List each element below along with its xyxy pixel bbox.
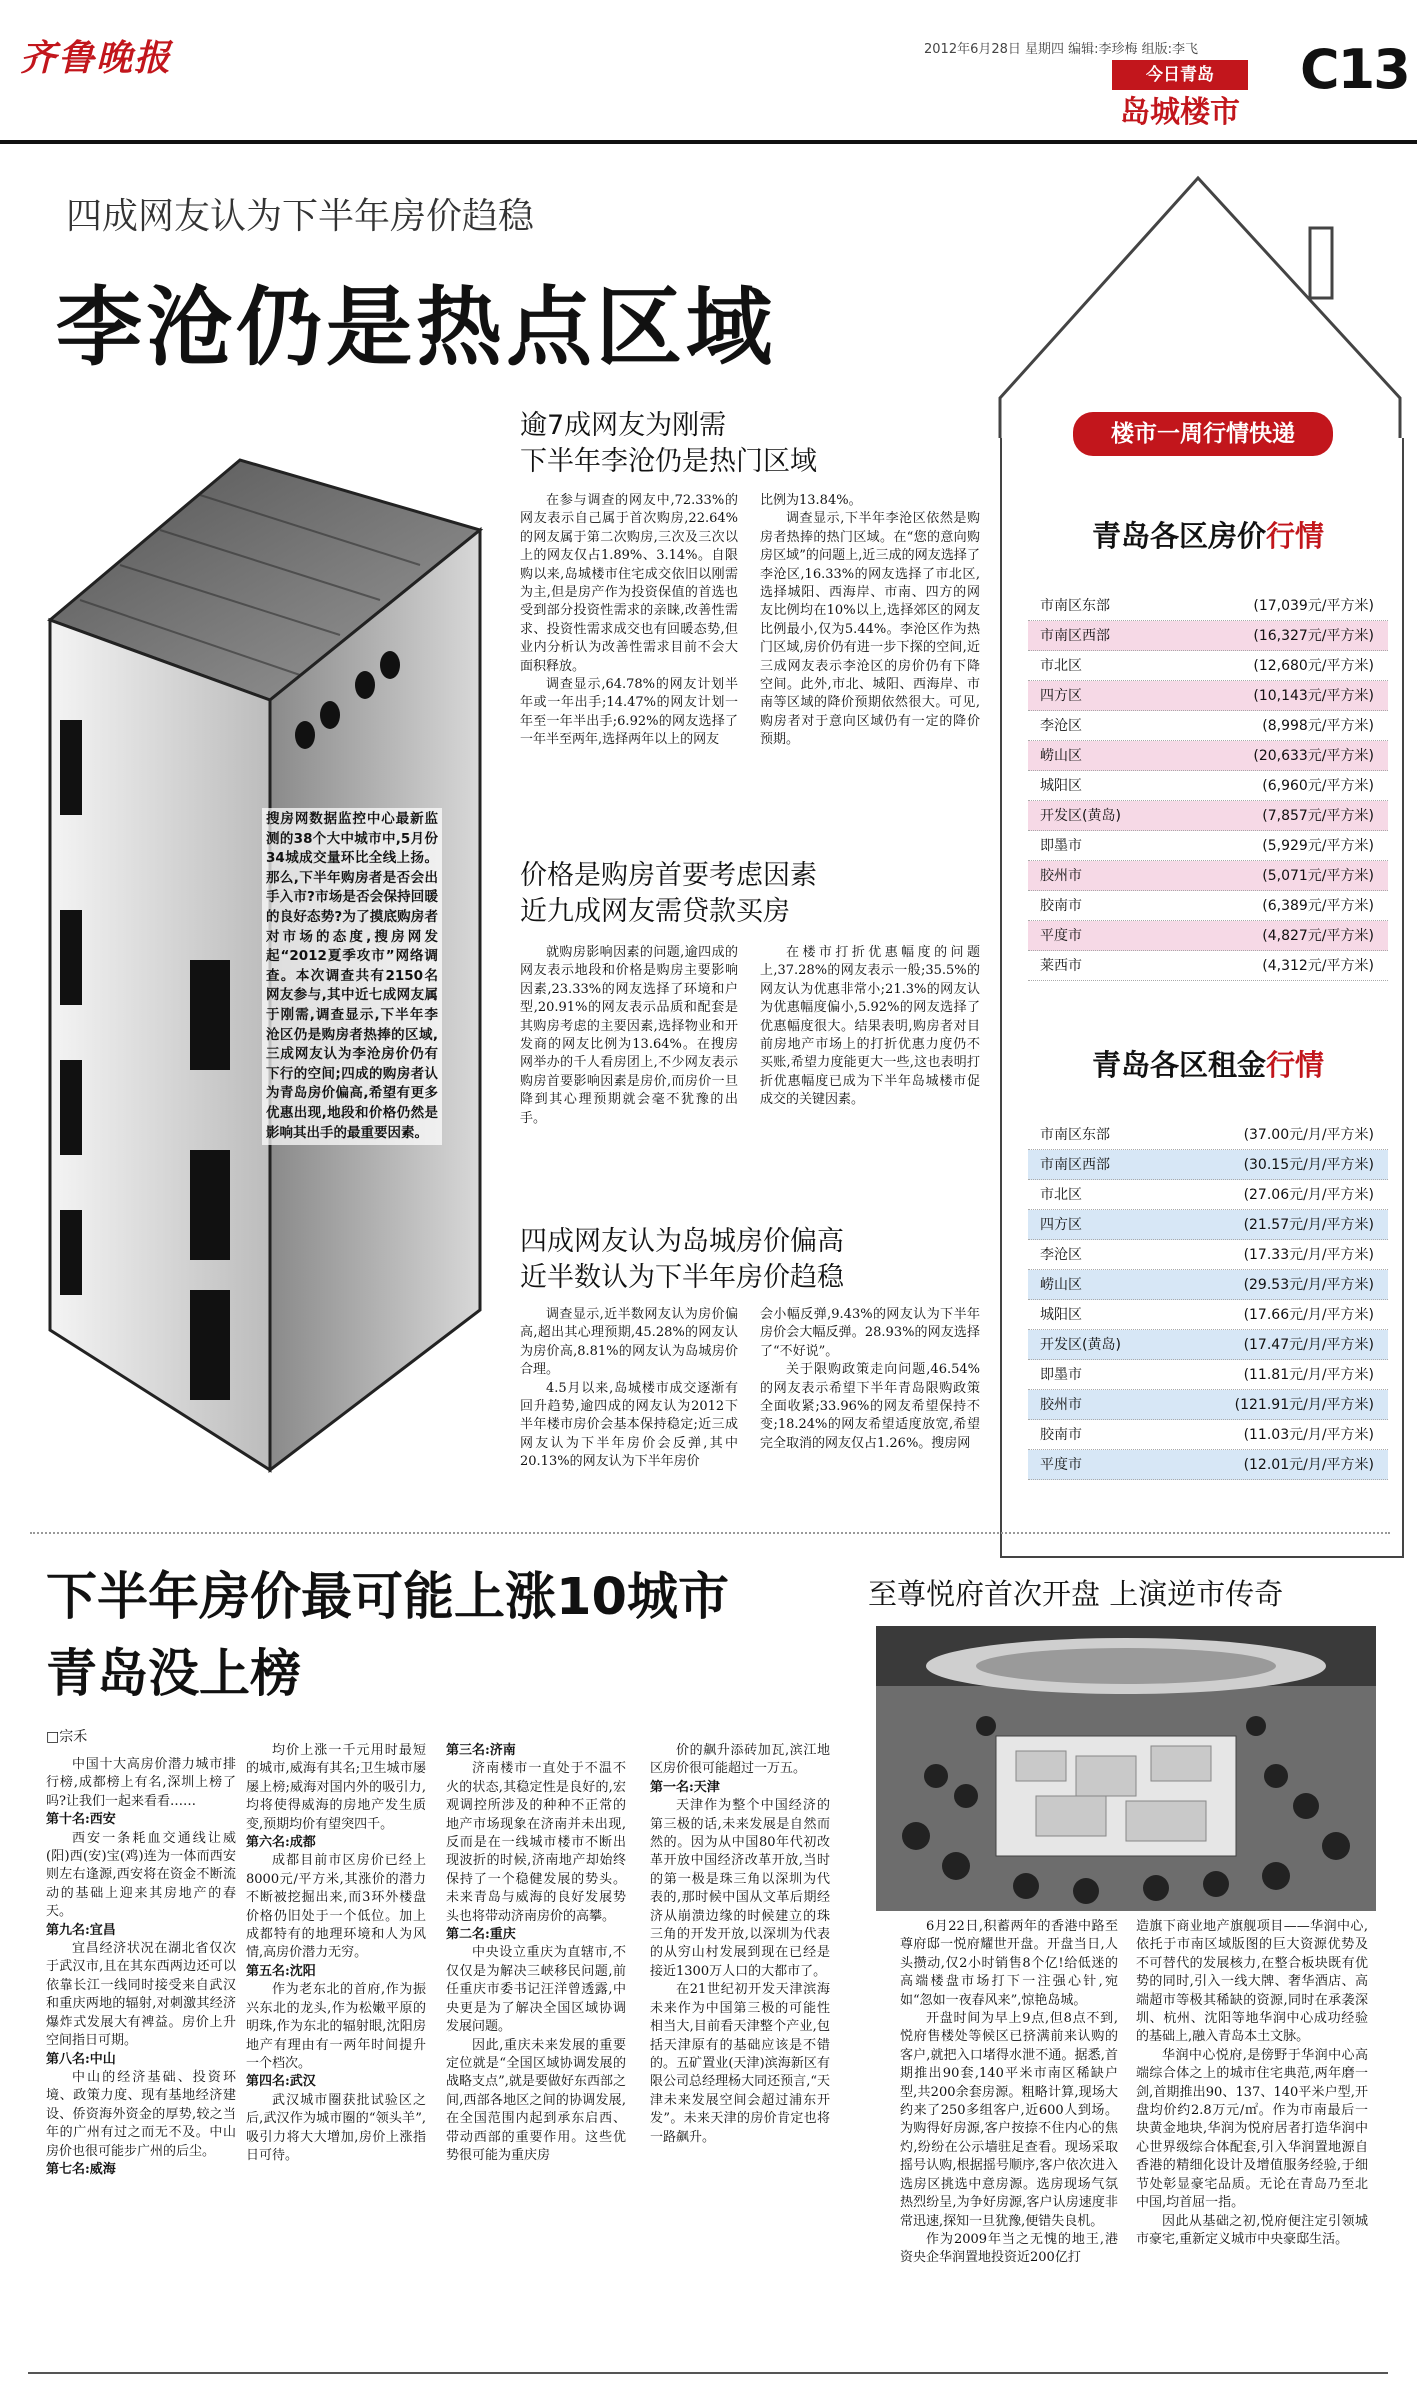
district-value: (6,389元/平方米) bbox=[1262, 898, 1374, 914]
column-name: 岛城楼市 bbox=[1120, 95, 1240, 130]
table-row bbox=[1028, 1240, 1388, 1270]
title-text: 青岛各区房价 bbox=[1091, 519, 1266, 553]
paragraph: 比例为13.84%。 bbox=[760, 493, 862, 508]
table-row bbox=[1028, 1210, 1388, 1240]
subhead-line: 下半年李沧仍是热门区域 bbox=[520, 446, 817, 477]
story3-column bbox=[1136, 1918, 1368, 2249]
table-row bbox=[1028, 1420, 1388, 1450]
story2-headline-line2: 青岛没上榜 bbox=[46, 1645, 302, 1704]
section-badge: 今日青岛 bbox=[1112, 60, 1248, 90]
paragraph: 开盘时间为早上9点,但8点不到,悦府售楼处等候区已挤满前来认购的客户,就把入口堵得水泄不通。据悉,首期推出90套,140平米市南区稀缺户型,共200余套房源。粗略计算,现场大约来了250多组客户,近600人到场。为购得好房源,客户按捺不住内心的焦灼,纷纷在公示墙驻足查看。现场采取摇号认购,根据摇号顺序,客户依次进入选房区挑选中意房源。选房现场气氛热烈纷呈,为争好房源,客户认房速度非常迅速,探知一旦犹豫,便错失良机。 bbox=[900, 2011, 1118, 2229]
paragraph: 价的飙升添砖加瓦,滨江地区房价很可能超过一万五。 bbox=[650, 1743, 830, 1777]
district-name: 莱西市 bbox=[1040, 958, 1082, 974]
paragraph: 作为2009年当之无愧的地王,港资央企华润置地投资近200亿打 bbox=[900, 2231, 1118, 2266]
bottom-rule bbox=[28, 2372, 1388, 2374]
district-value: (8,998元/平方米) bbox=[1262, 718, 1374, 734]
district-name: 四方区 bbox=[1040, 1217, 1082, 1233]
paragraph: 作为老东北的首府,作为振兴东北的龙头,作为松嫩平原的明珠,作为东北的辐射眼,沈阳房地产有理由有一两年时间提升一个档次。 bbox=[246, 1982, 426, 2071]
story1-column bbox=[520, 1306, 738, 1472]
table-row bbox=[1028, 861, 1388, 891]
district-value: (17.33元/月/平方米) bbox=[1243, 1247, 1374, 1263]
rank-heading: 第四名:武汉 bbox=[246, 2074, 316, 2090]
subhead-line: 近半数认为下半年房价趋稳 bbox=[520, 1262, 844, 1293]
story1-subhead-2 bbox=[520, 858, 920, 930]
table-row bbox=[1028, 711, 1388, 741]
paragraph: 西安一条耗血交通线让威(阳)西(安)宝(鸡)连为一体而西安则左右逢源,西安将在资金不断流动的基础上迎来其房地产的春天。 bbox=[46, 1830, 236, 1920]
market-sidebar bbox=[1028, 470, 1388, 1480]
district-name: 开发区(黄岛) bbox=[1040, 808, 1121, 824]
table-row bbox=[1028, 741, 1388, 771]
rank-heading: 第六名:成都 bbox=[246, 1835, 316, 1851]
district-value: (20,633元/平方米) bbox=[1253, 748, 1374, 764]
paragraph: 济南楼市一直处于不温不火的状态,其稳定性是良好的,宏观调控所涉及的种种不正常的地产市场现象在济南并未出现,反而是在一线城市楼市不断出现波折的时候,济南地产却始终保持了一个稳健发展的势头。未来青岛与威海的良好发展势头也将带动济南房价的高攀。 bbox=[446, 1761, 626, 1924]
district-value: (10,143元/平方米) bbox=[1253, 688, 1374, 704]
district-name: 市南区东部 bbox=[1040, 1127, 1110, 1143]
district-name: 城阳区 bbox=[1040, 778, 1082, 794]
paragraph: 调查显示,下半年李沧区依然是购房者热捧的热门区域。在“您的意向购房区域”的问题上,近三成的网友选择了李沧区,16.33%的网友选择了市北区,选择城阳、西海岸、市南、四方的网友比例均在10%以上,选择郊区的网友比例最小,仅为5.44%。李沧区作为热门区域,房价仍有进一步下探的空间,近三成网友表示李沧区的房价仍有下降空间。此外,市北、城阳、西海岸、市南等区域的降价预期依然很大。可见,购房者对于意向区域仍有一定的降价预期。 bbox=[760, 511, 980, 748]
subhead-line: 近九成网友需贷款买房 bbox=[520, 896, 790, 927]
paragraph: 宜昌经济状况在湖北省仅次于武汉市,且在其东西两边还可以依靠长江一线同时接受来自武汉和重庆两地的辐射,对刺激其经济爆炸式发展大有裨益。房价上升空间指日可期。 bbox=[46, 1941, 236, 2049]
table-row bbox=[1028, 891, 1388, 921]
title-accent: 行情 bbox=[1266, 519, 1325, 553]
story1-column bbox=[760, 492, 980, 750]
rank-heading: 第一名:天津 bbox=[650, 1779, 720, 1795]
story2-headline: 下半年房价最可能上涨10城市 bbox=[46, 1568, 729, 1627]
table-row bbox=[1028, 681, 1388, 711]
title-text: 青岛各区租金 bbox=[1091, 1048, 1266, 1082]
district-value: (29.53元/月/平方米) bbox=[1243, 1277, 1374, 1293]
district-value: (4,312元/平方米) bbox=[1262, 958, 1374, 974]
district-name: 市南区西部 bbox=[1040, 628, 1110, 644]
paragraph: 6月22日,积蓄两年的香港中路至尊府邸一悦府耀世开盘。开盘当日,人头攒动,仅2小时销售8个亿!给低迷的高端楼盘市场打下一注强心针,宛如“忽如一夜春风来”,惊艳岛城。 bbox=[900, 1919, 1118, 2008]
story1-subhead-1 bbox=[520, 408, 920, 480]
district-name: 市北区 bbox=[1040, 658, 1082, 674]
paragraph: 中山的经济基础、投资环境、政策力度、现有基地经济建设、侨资海外资金的厚势,较之当年的广州有过之而无不及。中山房价也很可能步广州的后尘。 bbox=[46, 2069, 236, 2159]
table-row bbox=[1028, 1450, 1388, 1480]
table-row bbox=[1028, 621, 1388, 651]
paragraph: 4.5月以来,岛城楼市成交逐渐有回升趋势,逾四成的网友认为2012下半年楼市房价会基本保持稳定;近三成网友认为下半年房价会反弹,其中20.13%的网友认为下半年房价 bbox=[520, 1380, 738, 1470]
story1-column bbox=[520, 944, 738, 1128]
rank-heading: 第二名:重庆 bbox=[446, 1927, 516, 1943]
paragraph: 调查显示,64.78%的网友计划半年或一年出手;14.47%的网友计划一年至一年半出手;6.92%的网友选择了一年半至两年,选择两年以上的网友 bbox=[520, 677, 738, 748]
district-value: (17.66元/月/平方米) bbox=[1243, 1307, 1374, 1323]
table-row bbox=[1028, 591, 1388, 621]
table-row bbox=[1028, 831, 1388, 861]
table-row bbox=[1028, 1150, 1388, 1180]
district-value: (6,960元/平方米) bbox=[1262, 778, 1374, 794]
district-value: (17,039元/平方米) bbox=[1253, 598, 1374, 614]
newspaper-logo: 齐鲁晚报 bbox=[20, 37, 173, 79]
story3-headline: 至尊悦府首次开盘 上演逆市传奇 bbox=[868, 1577, 1284, 1611]
district-value: (27.06元/月/平方米) bbox=[1243, 1187, 1374, 1203]
district-value: (12,680元/平方米) bbox=[1253, 658, 1374, 674]
table-row bbox=[1028, 921, 1388, 951]
story2-column bbox=[650, 1742, 830, 2147]
table-row bbox=[1028, 1360, 1388, 1390]
district-value: (17.47元/月/平方米) bbox=[1243, 1337, 1374, 1353]
story2-column bbox=[446, 1742, 626, 2165]
table-row bbox=[1028, 651, 1388, 681]
story1-column bbox=[760, 1306, 980, 1453]
rank-heading: 第八名:中山 bbox=[46, 2051, 116, 2067]
district-value: (16,327元/平方米) bbox=[1253, 628, 1374, 644]
story2-column bbox=[46, 1756, 236, 2179]
rank-heading: 第九名:宜昌 bbox=[46, 1922, 116, 1938]
paragraph: 中央设立重庆为直辖市,不仅仅是为解决三峡移民问题,前任重庆市委书记汪洋曾透露,中央更是为了解决全国区域协调发展问题。 bbox=[446, 1945, 626, 2035]
district-value: (7,857元/平方米) bbox=[1262, 808, 1374, 824]
table-row bbox=[1028, 1390, 1388, 1420]
date-line: 2012年6月28日 星期四 编辑:李珍梅 组版:李飞 bbox=[924, 42, 1199, 57]
district-name: 胶州市 bbox=[1040, 868, 1082, 884]
table-row bbox=[1028, 1270, 1388, 1300]
story2-byline: □宗禾 bbox=[46, 1729, 88, 1745]
section-divider bbox=[30, 1532, 1390, 1534]
subhead-line: 价格是购房首要考虑因素 bbox=[520, 860, 817, 891]
district-name: 李沧区 bbox=[1040, 718, 1082, 734]
district-value: (11.81元/月/平方米) bbox=[1243, 1367, 1374, 1383]
rent-table bbox=[1028, 1120, 1388, 1480]
price-table-title bbox=[1028, 514, 1388, 555]
paragraph: 华润中心悦府,是傍野于华润中心高端综合体之上的城市住宅典范,两年磨一剑,首期推出90、137、140平米户型,开盘均价约2.8万元/㎡。作为市南最后一块黄金地块,华润为悦府居者打造华润中心世界级综合体配套,引入华润置地源自香港的精细化设计及增值服务经验,于细节处彰显豪宅品质。无论在青岛乃至北中国,均首屈一指。 bbox=[1136, 2047, 1368, 2211]
district-name: 开发区(黄岛) bbox=[1040, 1337, 1121, 1353]
house-roof-frame bbox=[980, 138, 1417, 438]
subhead-line: 逾7成网友为刚需 bbox=[520, 410, 727, 441]
paragraph: 因此,重庆未来发展的重要定位就是“全国区域协调发展的战略支点”,就是要做好东西部之间,西部各地区之间的协调发展,在全国范围内起到承东启西、带动西部的重要作用。这些优势很可能为重庆房 bbox=[446, 2037, 626, 2163]
paragraph: 会小幅反弹,9.43%的网友认为下半年房价会大幅反弹。28.93%的网友选择了“不好说”。 bbox=[760, 1307, 980, 1359]
price-table bbox=[1028, 591, 1388, 981]
table-row bbox=[1028, 1330, 1388, 1360]
district-name: 市南区西部 bbox=[1040, 1157, 1110, 1173]
district-name: 市北区 bbox=[1040, 1187, 1082, 1203]
district-value: (12.01元/月/平方米) bbox=[1243, 1457, 1374, 1473]
paragraph: 在楼市打折优惠幅度的问题上,37.28%的网友表示一般;35.5%的网友认为优惠非常小;21.3%的网友认为优惠幅度偏小,5.92%的网友选择了优惠幅度很大。结果表明,购房者对目前房地产市场上的打折优惠力度仍不买账,希望力度能更大一些,这也表明打折优惠幅度已成为下半年岛城楼市促成交的关键因素。 bbox=[760, 945, 980, 1108]
table-row bbox=[1028, 771, 1388, 801]
district-value: (4,827元/平方米) bbox=[1262, 928, 1374, 944]
story2-column bbox=[246, 1742, 426, 2165]
rank-heading: 第十名:西安 bbox=[46, 1812, 116, 1828]
district-value: (11.03元/月/平方米) bbox=[1243, 1427, 1374, 1443]
district-name: 即墨市 bbox=[1040, 1367, 1082, 1383]
paragraph: 关于限购政策走向问题,46.54%的网友表示希望下半年青岛限购政策全面收紧;33.96%的网友希望保持不变;18.24%的网友希望适度放宽,希望完全取消的网友仅占1.26%。搜房网 bbox=[760, 1362, 980, 1451]
story1-lead: 搜房网数据监控中心最新监测的38个大中城市中,5月份34城成交量环比全线上扬。那么,下半年购房者是否会出手入市?市场是否会保持回暖的良好态势?为了摸底购房者对市场的态度,搜房网发起“2012夏季攻市”网络调查。本次调查共有2150名网友参与,其中近七成网友属于刚需,调查显示,下半年李沧区仍是购房者热捧的区域,三成网友认为李沧房价仍有下行的空间;四成的购房者认为青岛房价偏高,希望有更多优惠出现,地段和价格仍然是影响其出手的最重要因素。 bbox=[262, 808, 442, 1145]
district-name: 平度市 bbox=[1040, 928, 1082, 944]
district-value: (121.91元/月/平方米) bbox=[1234, 1397, 1374, 1413]
table-row bbox=[1028, 1300, 1388, 1330]
table-row bbox=[1028, 801, 1388, 831]
table-row bbox=[1028, 951, 1388, 981]
district-name: 崂山区 bbox=[1040, 1277, 1082, 1293]
story1-column bbox=[760, 944, 980, 1110]
district-name: 崂山区 bbox=[1040, 748, 1082, 764]
table-row bbox=[1028, 1180, 1388, 1210]
district-name: 城阳区 bbox=[1040, 1307, 1082, 1323]
district-name: 李沧区 bbox=[1040, 1247, 1082, 1263]
subhead-line: 四成网友认为岛城房价偏高 bbox=[520, 1226, 844, 1257]
paragraph: 成都目前市区房价已经上8000元/平方米,其涨价的潜力不断被挖掘出来,而3环外楼盘价格仍旧处于一个低位。加上成都特有的地理环境和人为风情,高房价潜力无穷。 bbox=[246, 1853, 426, 1961]
story1-subhead-3 bbox=[520, 1224, 940, 1296]
district-name: 胶南市 bbox=[1040, 1427, 1082, 1443]
district-value: (37.00元/月/平方米) bbox=[1243, 1127, 1374, 1143]
district-name: 胶州市 bbox=[1040, 1397, 1082, 1413]
paragraph: 因此从基础之初,悦府便注定引领城市豪宅,重新定义城市中央豪邸生活。 bbox=[1136, 2213, 1368, 2247]
rent-table-title bbox=[1028, 1043, 1388, 1084]
district-value: (5,929元/平方米) bbox=[1262, 838, 1374, 854]
district-value: (5,071元/平方米) bbox=[1262, 868, 1374, 884]
district-name: 四方区 bbox=[1040, 688, 1082, 704]
paragraph: 武汉城市圈获批试验区之后,武汉作为城市圈的“领头羊”,吸引力将大大增加,房价上涨指日可待。 bbox=[246, 2092, 426, 2163]
district-name: 市南区东部 bbox=[1040, 598, 1110, 614]
paragraph: 均价上涨一千元用时最短的城市,威海有其名;卫生城市屡屡上榜;威海对国内外的吸引力,均将使得威海的房地产发生质变,预期均价有望突四千。 bbox=[246, 1743, 426, 1832]
story3-column bbox=[900, 1918, 1118, 2268]
rank-heading: 第七名:威海 bbox=[46, 2161, 116, 2177]
table-row bbox=[1028, 1120, 1388, 1150]
paragraph: 就购房影响因素的问题,逾四成的网友表示地段和价格是购房主要影响因素,23.33%的网友选择了环境和户型,20.91%的网友表示品质和配套是其购房考虑的主要因素,选择物业和开发商的网友比例为13.64%。在搜房网举办的千人看房团上,不少网友表示购房首要影响因素是房价,而房价一旦降到其心理预期就会毫不犹豫的出手。 bbox=[520, 945, 738, 1126]
paragraph: 调查显示,近半数网友认为房价偏高,超出其心理预期,45.28%的网友认为房价高,8.81%的网友认为岛城房价合理。 bbox=[520, 1307, 738, 1378]
title-accent: 行情 bbox=[1266, 1048, 1325, 1082]
paragraph: 中国十大高房价潜力城市排行榜,成都榜上有名,深圳上榜了吗?让我们一起来看看…… bbox=[46, 1757, 236, 1809]
district-value: (30.15元/月/平方米) bbox=[1243, 1157, 1374, 1173]
sales-event-photo bbox=[876, 1626, 1376, 1911]
district-name: 胶南市 bbox=[1040, 898, 1082, 914]
paragraph: 在参与调查的网友中,72.33%的网友表示自己属于首次购房,22.64%的网友属于第二次购房,三次及三次以上的网友仅占1.89%、3.14%。自限购以来,岛城楼市住宅成交依旧以刚需为主,但是房产作为投资保值的首选也受到部分投资性需求的亲睐,改善性需求、投资性需求成交也有回暖态势,但业内分析认为改善性需求目前不会大面积释放。 bbox=[520, 493, 738, 674]
rank-heading: 第三名:济南 bbox=[446, 1743, 516, 1758]
page-number: C13 bbox=[1300, 38, 1409, 101]
paragraph: 在21世纪初开发天津滨海未来作为中国第三极的可能性相当大,目前看天津整个产业,包括天津原有的基础应该是不错的。五矿置业(天津)滨海新区有限公司总经理杨大同还预言,“天津未来发展空间会超过浦东开发”。未来天津的房价肯定也将一路飙升。 bbox=[650, 1982, 830, 2145]
district-value: (21.57元/月/平方米) bbox=[1243, 1217, 1374, 1233]
district-name: 即墨市 bbox=[1040, 838, 1082, 854]
district-name: 平度市 bbox=[1040, 1457, 1082, 1473]
story1-kicker: 四成网友认为下半年房价趋稳 bbox=[66, 196, 535, 237]
story1-headline: 李沧仍是热点区域 bbox=[56, 278, 776, 378]
sidebar-badge: 楼市一周行情快递 bbox=[1073, 412, 1333, 456]
rank-heading: 第五名:沈阳 bbox=[246, 1963, 316, 1979]
paragraph: 天津作为整个中国经济的第三极的话,未来发展是自然而然的。因为从中国80年代初改革开放中国经济改革开放,当时的第一极是珠三角以深圳为代表的,那时候中国从文革后期经济从崩溃边缘的时候建立的珠三角的开发开放,以深圳为代表的从穷山村发展到现在已经是接近1300万人口的大都市了。 bbox=[650, 1798, 830, 1979]
paragraph: 造旗下商业地产旗舰项目——华润中心,依托于市南区域版图的巨大资源优势及不可替代的发展核力,在整合板块既有优势的同时,引入一线大牌、奢华酒店、高端超市等极其稀缺的资源,同时在承袭深圳、杭州、沈阳等地华润中心成功经验的基础上,融入青岛本土文脉。 bbox=[1136, 1919, 1368, 2045]
story1-column bbox=[520, 492, 738, 750]
